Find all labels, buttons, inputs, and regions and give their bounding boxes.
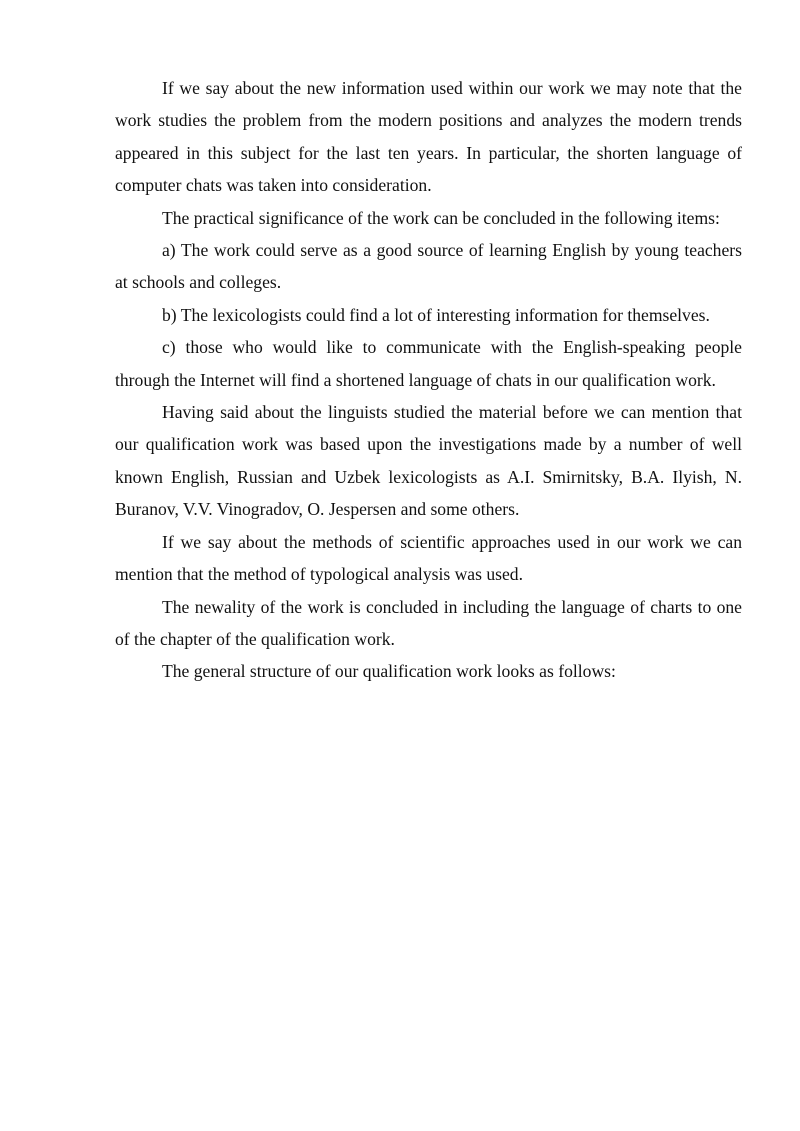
document-body — [115, 72, 742, 688]
paragraph-methods: If we say about the methods of scientific approaches used in our work we can mention that the method of typological analysis was used. — [115, 531, 742, 585]
paragraph-item-a: a) The work could serve as a good source of learning English by young teachers at schools and colleges. — [115, 240, 742, 293]
paragraph-practical-significance: The practical significance of the work can be concluded in the following items: — [162, 207, 720, 228]
paragraph-newality: The newality of the work is concluded in including the language of charts to one of the chapter of the qualification work. — [115, 596, 742, 649]
paragraph-new-information: If we say about the new information used within our work we may note that the work studies the problem from the modern positions and analyzes the modern trends appeared in this subject for the last ten years. In particular, the shorten language of computer chats was taken into consideration. — [115, 78, 742, 196]
paragraph-item-b: b) The lexicologists could find a lot of interesting information for themselves. — [162, 304, 710, 325]
paragraph-item-c: c) those who would like to communicate with the English-speaking people through the Internet will find a shortened language of chats in our qualification work. — [115, 337, 742, 390]
paragraph-linguists: Having said about the linguists studied the material before we can mention that our qualification work was based upon the investigations made by a number of well known English, Russian and Uzbek lexicologists as A.I. Smirnitsky, B.A. Ilyish, N. Buranov, V.V. Vinogradov, O. Jespersen and some others. — [115, 402, 742, 520]
paragraph-structure: The general structure of our qualification work looks as follows: — [162, 661, 616, 682]
